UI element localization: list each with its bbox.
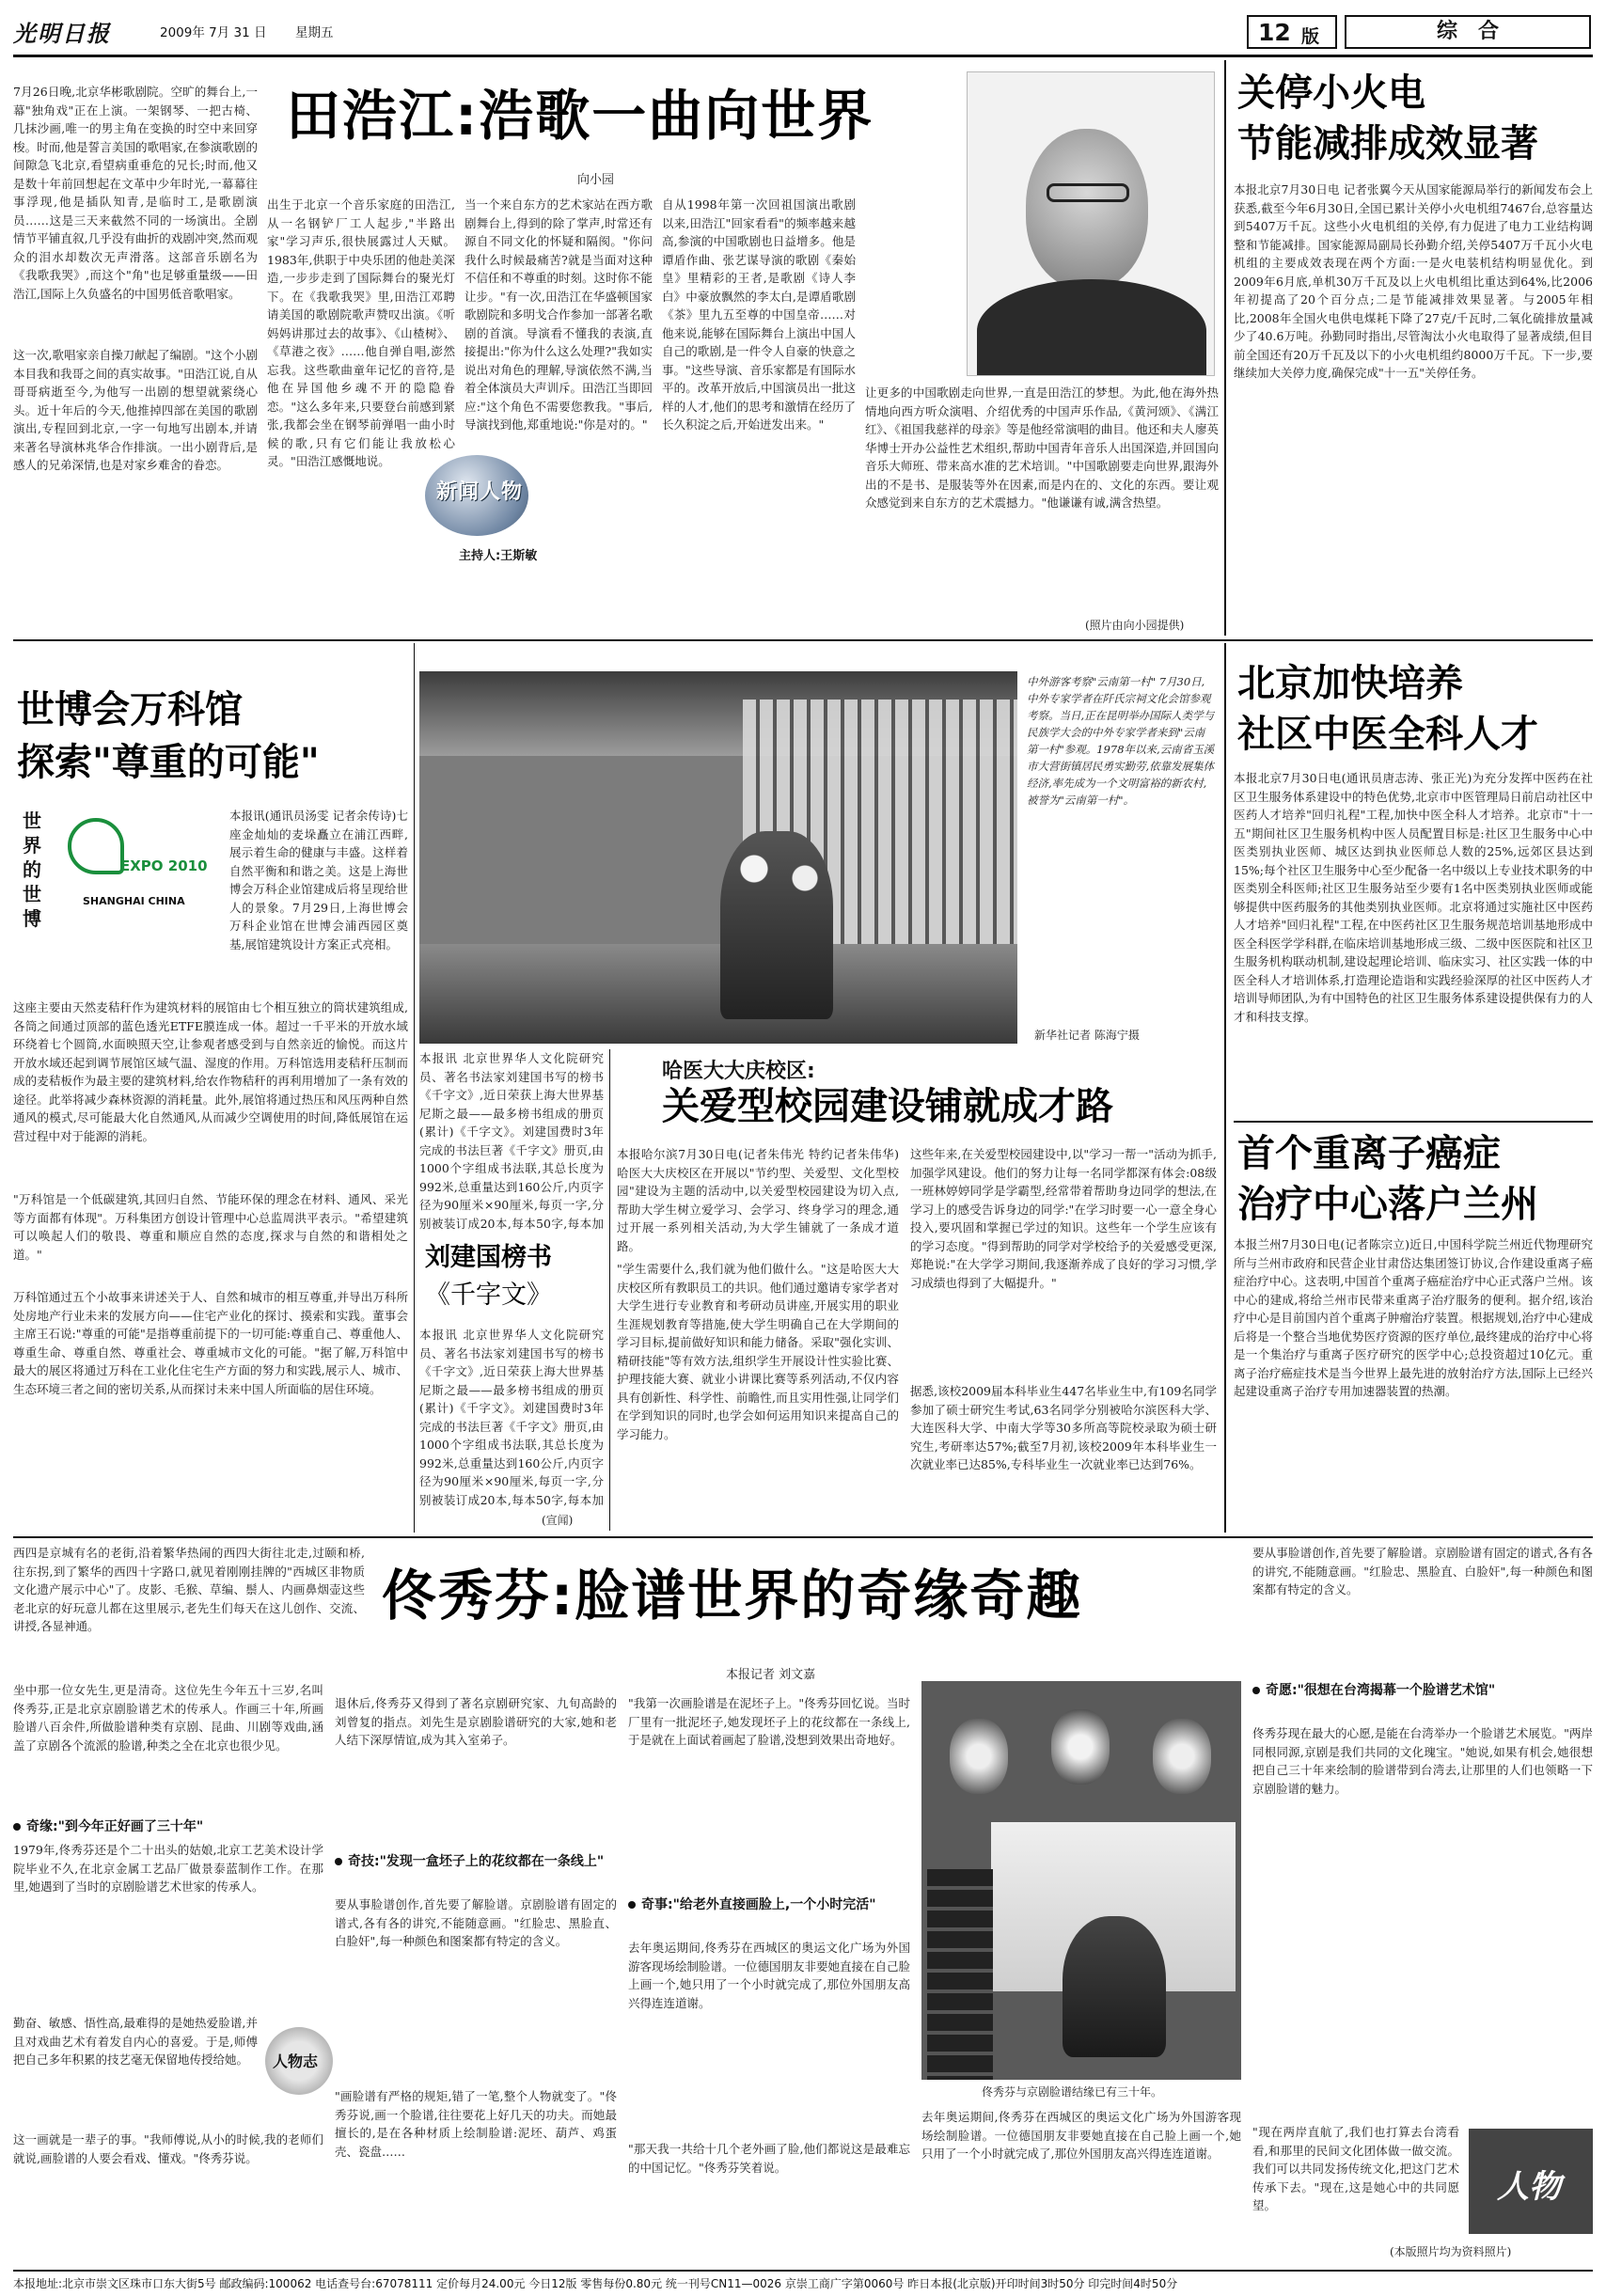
masthead-rule (13, 55, 1593, 57)
expo-body-4: 万科馆通过五个小故事来讲述关于人、自然和城市的相互尊重,并导出万科所处房地产行业未来的发展方向——住宅产业化的探讨、摸索和实践。董事会主席王石说:"尊重的可能"是指尊重前提下的一切可能:尊重自己、尊重他人、尊重生命、尊重自然、尊重社会、尊重城市文化的可能。"据了解,万科馆中最大的展区将通过万科在工业化住宅生产方面的努力和实践,展示人、城市、生态环境三者之间的密切关系,从而探讨未来中国人所面临的居住环境。 (13, 1290, 408, 1396)
page-unit: 版 (1301, 26, 1320, 47)
ion-headline-line1: 首个重离子癌症 (1237, 1132, 1501, 1175)
bullet-icon (628, 1901, 636, 1909)
photo-chair (927, 1869, 993, 2080)
paper-name-logo: 光明日报 (13, 20, 111, 47)
footer-info: 本报地址:北京市崇文区珠市口东大街5号 邮政编码:100062 电话查号台:67078111 定价每月24.00元 今日12版 零售每份0.80元 统一刊号CN11—0026 京崇工商广字第0060号 昨日本报(北京版)开印时间3时50分 印完时间4时50分 (13, 2277, 1178, 2290)
opera-subhead-1 (13, 1816, 323, 1835)
harbin-body-1: 本报哈尔滨7月30日电(记者朱伟光 特约记者朱伟华)哈医大大庆校区在开展以"节约型、关爱型、文化型校园"建设为主题的活动中,以关爱型校园建设为切入点,帮助大学生树立爱学习、会学习、终身学习的理念,通过开展一系列相关活动,为大学生铺就了一条成才道路。 (617, 1147, 899, 1253)
opera-body-5: 这一画就是一辈子的事。"我师傅说,从小的时候,我的老师们就说,画脸谱的人要会看戏、懂戏。"佟秀芬说。 (13, 2132, 323, 2165)
photo-floor (419, 944, 1017, 1044)
tcm-body: 本报北京7月30日电(通讯员唐志涛、张正光)为充分发挥中医药在社区卫生服务体系建设中的特色优势,北京市中医管理局日前启动社区中医药人才培养"回归礼程"工程,加快中医全科人才培养。北京市"十一五"期间社区卫生服务机构中医人员配置目标是:社区卫生服务中心中医类别执业医师、城区达到执业医师总人数的25%,远郊区县达到15%;每个社区卫生服务中心至少配备一名中级以上专业技术职务的中医类别全科医师;社区卫生服务站至少要有1名中医类别执业医师或能够提供中医药服务的其他类别执业医师。北京将通过实施社区中医药人才培养"回归礼程"工程,在中医药社区卫生服务规范培训基地形成中医全科医学学科群,在临床培训基地形成三级、二级中医医院和社区卫生服务机构联动机制,建设起理论培训、临床实习、社区实践一体的中医全科人才培训体系,打造理论造诣和实践经验深厚的社区中医药人才培训导师团队,为有中国特色的社区卫生服务体系建设提供保有力的人才和科技支撑。 (1234, 771, 1593, 1024)
story-calligraphy (419, 1049, 604, 1531)
column-host: 主持人:王斯敏 (459, 549, 538, 563)
expo-logo-title: 世界的世博 (23, 810, 41, 930)
photo-mask-2 (1051, 1709, 1110, 1785)
divider-horizontal-2 (13, 1536, 1593, 1538)
opera-body-10: 去年奥运期间,佟秀芬在西城区的奥运文化广场为外国游客现场绘制脸谱。一位德国朋友非要她直接在自己脸上画一个,她只用了一个小时就完成了,那位外国朋友高兴得连连道谢。 (628, 1941, 910, 2010)
lead-body-5: 自从1998年第一次回祖国演出歌剧以来,田浩江"回家看看"的频率越来越高,参演的中国歌剧也日益增多。他是谭盾作曲、张艺谋导演的歌剧《秦始皇》里精彩的王者,是歌剧《诗人李白》中豪放飘然的李太白,是谭盾歌剧《茶》里九五至尊的中国皇帝……对他来说,能够在国际舞台上演出中国人自己的歌剧,是一件令人自豪的快意之事。"这些导演、音乐家都是有国际水平的。改革开放后,中国演员出一批这样的人才,他们的思考和激情在经历了长久积淀之后,开始迸发出来。" (662, 197, 856, 432)
opera-photo-caption: 佟秀芬与京剧脸谱结缘已有三十年。 (982, 2085, 1163, 2099)
bullet-icon (1252, 1687, 1260, 1694)
opera-subhead-4-text: 奇愿:"很想在台湾揭幕一个脸谱艺术馆" (1266, 1683, 1496, 1698)
opera-masks-photo (921, 1681, 1241, 2080)
section-name: 综 合 (1345, 15, 1591, 49)
column-logo-person-text: 人物志 (273, 2052, 319, 2070)
harbin-headline: 关爱型校园建设铺就成才路 (662, 1085, 1113, 1128)
divider-vertical-calligraphy (609, 1049, 610, 1531)
photo-mask-3 (1153, 1719, 1211, 1794)
opera-subhead-3-text: 奇事:"给老外直接画脸上,一个小时完活" (641, 1897, 876, 1912)
calligraphy-body-cont: 本报讯 北京世界华人文化院研究员、著名书法家刘建国书写的榜书《千字文》,近日荣获上海大世界基尼斯之最——最多榜书组成的册页(累计)《千字文》。刘建国费时3年完成的书法巨著《千字文》册页,由1000个字组成书法联,其总长度为992米,总重量达到160公斤,内页字径为90厘米×90厘米,每页一字,分别被装订成20本,每本50字,每本加 (419, 1328, 604, 1507)
opera-subhead-2-text: 奇技:"发现一盒坯子上的花纹都在一条线上" (348, 1854, 605, 1869)
harbin-body-2: "学生需要什么,我们就为他们做什么。"这是哈医大大庆校区所有教职员工的共识。他们通过邀请专家学者对大学生进行专业教育和考研动员讲座,开展实用的职业生涯规划教育等措施,使大学生明确自己在大学期间的学习目标,提前做好知识和能力储备。采取"强化实训、精研技能"等有效方法,组织学生开展设计性实验比赛、护理技能大赛、就业小讲课比赛等系列活动,不仅内容具有创新性、科学性、前瞻性,而且实用性强,让同学们在学到知识的同时,也学会如何运用知识来提高自己的学习能力。 (617, 1262, 899, 1441)
opera-body-4: 勤奋、敏感、悟性高,最难得的是她热爱脸谱,并且对戏曲艺术有着发自内心的喜爱。于是,师傅把自己多年积累的技艺毫无保留地传授给她。 (13, 2016, 258, 2067)
portrait-face (1026, 129, 1148, 289)
footer-rule (13, 2270, 1593, 2272)
lead-body-3: 出生于北京一个音乐家庭的田浩江,从一名钢铲厂工人起步,"半路出家"学习声乐,很快展露过人天赋。1983年,供职于中央乐团的他赴美深造,一步步走到了国际舞台的聚光灯下。在《我歌我哭》里,田浩江邓聘请美国的歌剧院歌声赞叹出演。《听妈妈讲那过去的故事》、《山楂树》、《草港之夜》……他自弹自唱,澎然忘我。这些歌曲童年记忆的音符,是他在异国他乡魂不开的隐隐眷恋。"这么多年来,只要登台前感到紧张,我都会坐在钢琴前弹唱一曲小时候的歌,只有它们能让我放松心灵。"田浩江感慨地说。 (267, 197, 455, 468)
lead-author: 向小园 (577, 173, 615, 187)
divider-vertical-mid-right (1224, 643, 1226, 1533)
opera-body-7: 要从事脸谱创作,首先要了解脸谱。京剧脸谱有固定的谱式,各有各的讲究,不能随意画。"红脸忠、黑脸直、白脸奸",每一种颜色和图案都有特定的含义。 (335, 1897, 617, 1948)
tcm-headline-line2: 社区中医全科人才 (1237, 713, 1538, 756)
expo-photo-credit: 新华社记者 陈海宁摄 (1034, 1029, 1140, 1042)
lead-photo-caption: (照片由向小园提供) (1085, 619, 1185, 632)
column-logo-person (265, 2027, 333, 2095)
lead-body-1: 7月26日晚,北京华彬歌剧院。空旷的舞台上,一幕"独角戏"正在上演。一架钢琴、一把古椅、几抹沙画,唯一的男主角在变换的时空中来回穿梭。时而,他是誓言美国的歌唱家,在参演歌剧的间隙急飞北京,看望病重垂危的兄长;时而,他又是数十年前回想起在文革中少年时光,一幕幕往事浮现,他是插队知青,是临时工,是歌剧演员……这是三天来截然不同的一场演出。全剧情节平铺直叙,几乎没有曲折的戏剧冲突,然而观众的泪水却数次无声滑落。这部音乐剧名为《我歌我哭》,而这个"角"也足够重量级——田浩江,国际上久负盛名的中国男低音歌唱家。 (13, 85, 258, 301)
opera-body-3: 1979年,佟秀芬还是个二十出头的姑娘,北京工艺美术设计学院毕业不久,在北京金属工艺品厂做景泰蓝制作工作。在那里,她遇到了当时的京剧脸谱艺术世家的传承人。 (13, 1843, 323, 1894)
bullet-icon (335, 1858, 342, 1865)
portrait-shoulders (977, 279, 1206, 376)
story-expo (13, 649, 408, 1533)
expo-mascot-icon (68, 818, 124, 874)
harbin-body-4: 据悉,该校2009届本科毕业生447名毕业生中,有109名同学参加了硕士研究生考试,63名同学分别被哈尔滨医科大学、大连医科大学、中南大学等30多所高等院校录取为硕士研究生,考研率达57%;截至7月初,该校2009年本科毕业生一次就业率已达85%,专科毕业生一次就业率已达到76%。 (910, 1384, 1217, 1471)
expo-logo-subtitle: SHANGHAI CHINA (83, 895, 185, 907)
opera-body-2: 坐中那一位女先生,更是清奇。这位先生今年五十三岁,名叫佟秀芬,正是北京京剧脸谱艺术的传承人。作画三十年,所画脸谱八百余件,所做脸谱种类有京剧、昆曲、川剧等戏曲,涵盖了京剧各个流派的脸谱,种类之全在北京也很少见。 (13, 1683, 323, 1753)
opera-headline: 佟秀芬:脸谱世界的奇缘奇趣 (382, 1564, 1083, 1628)
ion-headline-line2: 治疗中心落户兰州 (1237, 1183, 1538, 1226)
story-coal (1234, 64, 1593, 634)
calligraphy-author: (宣闻) (542, 1514, 574, 1527)
lead-story (13, 64, 1217, 634)
bullet-icon (13, 1823, 21, 1831)
ion-body: 本报兰州7月30日电(记者陈宗立)近日,中国科学院兰州近代物理研究所与兰州市政府和民营企业甘肃岱达集团签订协议,合作建设重离子癌症治疗中心。这表明,中国首个重离子癌症治疗中心正式落户兰州。该中心的建成,将给兰州市民带来重离子治疗服务的便利。据介绍,该治疗中心是目前国内首个重离子肿瘤治疗装置。根据规划,治疗中心建成后将是一个整合当地优势医疗资源的医疗单位,最终建成的治疗中心将是一个集治疗与重离子医疗研究的医学中心;总投资超过10亿元。重离子治疗癌症技术是当今世界上最先进的放射治疗方法,国际上已经兴起建设重离子治疗专用加速器装置的热潮。 (1234, 1237, 1593, 1398)
opera-subhead-1-text: 奇缘:"到今年正好画了三十年" (26, 1819, 204, 1834)
column-logo-text: 新闻人物 (436, 480, 524, 504)
opera-body-11: "那天我一共给十几个老外画了脸,他们都说这是最难忘的中国记忆。"佟秀芬笑着说。 (628, 2142, 910, 2175)
opera-body-6: 退休后,佟秀芬又得到了著名京剧研究家、九旬高龄的刘曾复的指点。刘先生是京剧脸谱研究的大家,她和老人结下深厚情谊,成为其入室弟子。 (335, 1696, 617, 1747)
story-harbin (617, 1051, 1219, 1531)
issue-date: 2009年 7月 31 日 (160, 25, 267, 40)
calligraphy-headline: 刘建国榜书 (425, 1243, 552, 1272)
issue-weekday: 星期五 (295, 25, 334, 40)
coal-body: 本报北京7月30日电 记者张翼今天从国家能源局举行的新闻发布会上获悉,截至今年6月30日,全国已累计关停小火电机组7467台,总容量达到5407万千瓦。这些小火电机组的关停,有力促进了电力工业结构调整和节能减排。国家能源局副局长孙勤介绍,关停5407万千瓦小火电机组的主要成效表现在两个方面:一是火电装机结构明显优化。到2009年6月底,单机30万千瓦及以上火电机组比重达到64%,比2006年初提高了20个百分点;二是节能减排效果显著。与2005年相比,2008年全国火电供电煤耗下降了27克/千瓦时,二氧化硫排放量减少了40.6万吨。孙勤同时指出,尽管淘汰小火电取得了显著成绩,但目前全国还有20万千瓦及以下的小火电机组约8000万千瓦。下一步,要继续加大关停力度,确保完成"十一五"关停任务。 (1234, 182, 1593, 380)
photo-artist (1063, 1916, 1166, 2057)
opera-subhead-3 (628, 1895, 910, 1914)
opera-body-12-cont: 去年奥运期间,佟秀芬在西城区的奥运文化广场为外国游客现场绘制脸谱。一位德国朋友非要她直接在自己脸上画一个,她只用了一个小时就完成了,那位外国朋友高兴得连连道谢。 (921, 2110, 1241, 2161)
calligraphy-body-top: 本报讯 北京世界华人文化院研究员、著名书法家刘建国书写的榜书《千字文》,近日荣获上海大世界基尼斯之最——最多榜书组成的册页(累计)《千字文》。刘建国费时3年完成的书法巨著《千字文》册页,由1000个字组成书法联,其总长度为992米,总重量达到160公斤,内页字径为90厘米×90厘米,每页一字,分别被装订成20本,每本50字,每本加 (419, 1051, 604, 1231)
story-opera (13, 1544, 1593, 2268)
expo-logo (23, 809, 211, 940)
tcm-headline-line1: 北京加快培养 (1237, 662, 1463, 705)
harbin-body-3: 这些年来,在关爱型校园建设中,以"学习一帮一"活动为抓手,加强学风建设。他们的努力让每一名同学都深有体会:08级一班林婷婷同学是学霸型,经常带着帮助身边同学的想法,在学习上的感受告诉身边的同学:"在学习时要一心一意全身心投入,要巩固和掌握已学过的知识。这些年一个学生应该有的学习态度。"得到帮助的同学对学校给予的关爱感受更深,郑艳说:"在大学学习期间,我逐渐养成了良好的学习习惯,学习成绩也得到了大幅提升。" (910, 1147, 1217, 1290)
lead-body-2: 这一次,歌唱家亲自操刀献起了编剧。"这个小剧本目我和我哥之间的真实故事。"田浩江说,自从哥哥病逝至今,为他写一出剧的想望就萦绕心头。近十年后的今天,他推掉四部在美国的歌剧演出,专程回到北京,一字一句地写出剧本,并请来著名导演林兆华合作排演。一出小剧背后,是感人的兄弟深情,也是对家乡难舍的眷恋。 (13, 348, 258, 472)
calligraphy-body-bottom (419, 1326, 604, 1510)
coal-headline-line1: 关停小火电 (1237, 71, 1425, 115)
opera-body-1: 西四是京城有名的老街,沿着繁华热闹的西四大街往北走,过颐和桥,往东拐,到了繁华的西四十字路口,就见着刚刚挂牌的"西城区非物质文化遗产展示中心"了。皮影、毛猴、草编、鬃人、内画鼻烟壶这些老北京的好玩意儿都在这里展示,老先生们每天在这儿创作、交流、讲授,各显神通。 (13, 1546, 365, 1633)
opera-body-9: "我第一次画脸谱是在泥坯子上。"佟秀芬回忆说。当时厂里有一批泥坯子,她发现坯子上的花纹都在一条线上,于是就在上面试着画起了脸谱,没想到效果出奇地好。 (628, 1696, 910, 1747)
expo-photo-caption (1027, 673, 1215, 1030)
expo-logo-wordmark: EXPO 2010 (120, 857, 208, 874)
expo-body-2: 这座主要由天然麦秸秆作为建筑材料的展馆由七个相互独立的筒状建筑组成,各筒之间通过顶部的蓝色透光ETFE膜连成一体。超过一千平米的开放水域环绕着七个圆筒,水面映照天空,让参观者感受到与自然亲近的愉悦。而这片开放水域还起到调节展馆区域气温、湿度的作用。万科馆选用麦秸秆压制而成的麦秸板作为最主要的建筑材料,给农作物秸秆的再利用增加了一条有效的途径。此举将减少森林资源的消耗量。此外,展馆将通过热压和风压两种自然通风的模式,尽可能最大化自然通风,从而减少空调使用的时间,降低展馆在运营过程中对于能源的消耗。 (13, 1000, 408, 1143)
opera-body-8: "画脸谱有严格的规矩,错了一笔,整个人物就变了。"佟秀芬说,画一个脸谱,往往要花上好几天的功夫。而她最擅长的,是在各种材质上绘制脸谱:泥坯、葫芦、鸡蛋壳、瓷盘…… (335, 2089, 617, 2159)
lead-body-4: 当一个来自东方的艺术家站在西方歌剧舞台上,得到的除了掌声,时常还有源自不同文化的怀疑和隔阂。"你问我什么时候最痛苦?就是当面对这种不信任和不尊重的时刻。这时你不能让步。"有一次,田浩江在华盛顿国家歌剧院和多明戈合作参加一部著名歌剧的首演。导演看不懂我的表演,直接提出:"你为什么这么处理?"我如实说出对角色的理解,导演依然不满,当着全体演员大声训斥。田浩江当即回应:"这个角色不需要您教我。"事后,导演找到他,郑重地说:"你是对的。" (464, 197, 653, 432)
person-logo-box (1469, 2129, 1593, 2234)
opera-subhead-2 (335, 1852, 617, 1871)
expo-headline-line2: 探索"尊重的可能" (17, 741, 320, 784)
opera-subhead-4 (1252, 1681, 1593, 1700)
masthead (13, 13, 1593, 55)
calligraphy-headline-2: 《千字文》 (425, 1281, 552, 1310)
photo-credit: (本版照片均为资料照片) (1390, 2245, 1512, 2258)
opera-body-13: "现在两岸直航了,我们也打算去台湾看看,和那里的民间文化团体做一做交流。我们可以共同发扬传统文化,把这门艺术传承下去。"现在,这是她心中的共同愿望。 (1252, 2125, 1459, 2212)
person-logo-text: 人物 (1497, 2168, 1561, 2206)
expo-body-3: "万科馆是一个低碳建筑,其回归自然、节能环保的理念在材料、通风、采光等方面都有体现"。万科集团方创设计管理中心总监周洪平表示。"希望建筑可以唤起人们的敬畏、尊重和顺应自然的态度,探求与自然的和谐相处之道。" (13, 1192, 408, 1262)
expo-headline-line1: 世博会万科馆 (17, 688, 243, 731)
story-tcm (1234, 649, 1593, 1119)
page-number: 12 (1258, 19, 1291, 46)
photo-visitors (720, 831, 833, 1019)
opera-body-col5-text: 要从事脸谱创作,首先要了解脸谱。京剧脸谱有固定的谱式,各有各的讲究,不能随意画。"红脸忠、黑脸直、白脸奸",每一种颜色和图案都有特定的含义。 (1252, 1546, 1593, 1596)
harbin-kicker: 哈医大大庆校区: (662, 1060, 815, 1083)
story-ion (1234, 1126, 1593, 1533)
lead-body-6: 让更多的中国歌剧走向世界,一直是田浩江的梦想。为此,他在海外热情地向西方听众演唱、介绍优秀的中国声乐作品,《黄河颂》、《满江红》、《祖国我慈祥的母亲》等是他经常演唱的曲目。他还和夫人廖英华博士开办公益性艺术组织,帮助中国青年音乐人出国深造,并回国向音乐大师班、带来高水准的艺术培训。"中国歌剧要走向世界,跟海外出的不是书、是服装等外在因素,而是内在的、文化的东西。要让观众感觉到来自东方的艺术震撼力。"他谦谦有诚,满含热望。 (865, 385, 1219, 510)
divider-horizontal-ion (1234, 1121, 1593, 1123)
page-number-box (1247, 15, 1337, 49)
divider-vertical-right-top (1224, 60, 1226, 636)
portrait-glasses (1047, 183, 1129, 202)
opera-author: 本报记者 刘文嘉 (726, 1668, 816, 1682)
expo-photo-caption-text: 中外游客考察"云南第一村" 7月30日,中外专家学者在阡氏宗祠文化会馆参观考察。当日,正在昆明举办国际人类学与民族学大会的中外专家学者来到"云南第一村"参观。1978年以来,云南省玉溪市大营街镇居民勇实勤劳,依靠发展集体经济,率先成为一个文明富裕的新农村,被誉为"云南第一村"。 (1027, 675, 1215, 807)
portrait-photo (967, 71, 1215, 376)
lead-headline: 田浩江:浩歌一曲向世界 (286, 84, 874, 148)
expo-body-1: 本报讯(通讯员汤雯 记者余传诗)七座金灿灿的麦垛矗立在浦江西畔,展示着生命的健康与丰盛。这样着自然平衡和和谐之美。这是上海世博会万科企业馆建成后将呈现给世人的景象。7月29日,上海世博会万科企业馆在世博会浦西园区奠基,展馆建筑设计方案正式亮相。 (229, 809, 408, 951)
divider-vertical-expo (414, 643, 415, 1533)
divider-horizontal-1 (13, 639, 1593, 641)
coal-headline-line2: 节能减排成效显著 (1237, 122, 1538, 165)
opera-body-12-left (921, 2108, 1241, 2262)
opera-body-12: 佟秀芬现在最大的心愿,是能在台湾举办一个脸谱艺术展览。"两岸同根同源,京剧是我们共同的文化瑰宝。"她说,如果有机会,她很想把自己三十年来绘制的脸谱带到台湾去,让那里的人们也领略一下京剧脸谱的魅力。 (1252, 1726, 1593, 1796)
photo-mask-1 (950, 1719, 1008, 1794)
expo-center-photo (419, 671, 1017, 1044)
opera-body-col5-top (1252, 1544, 1593, 1675)
